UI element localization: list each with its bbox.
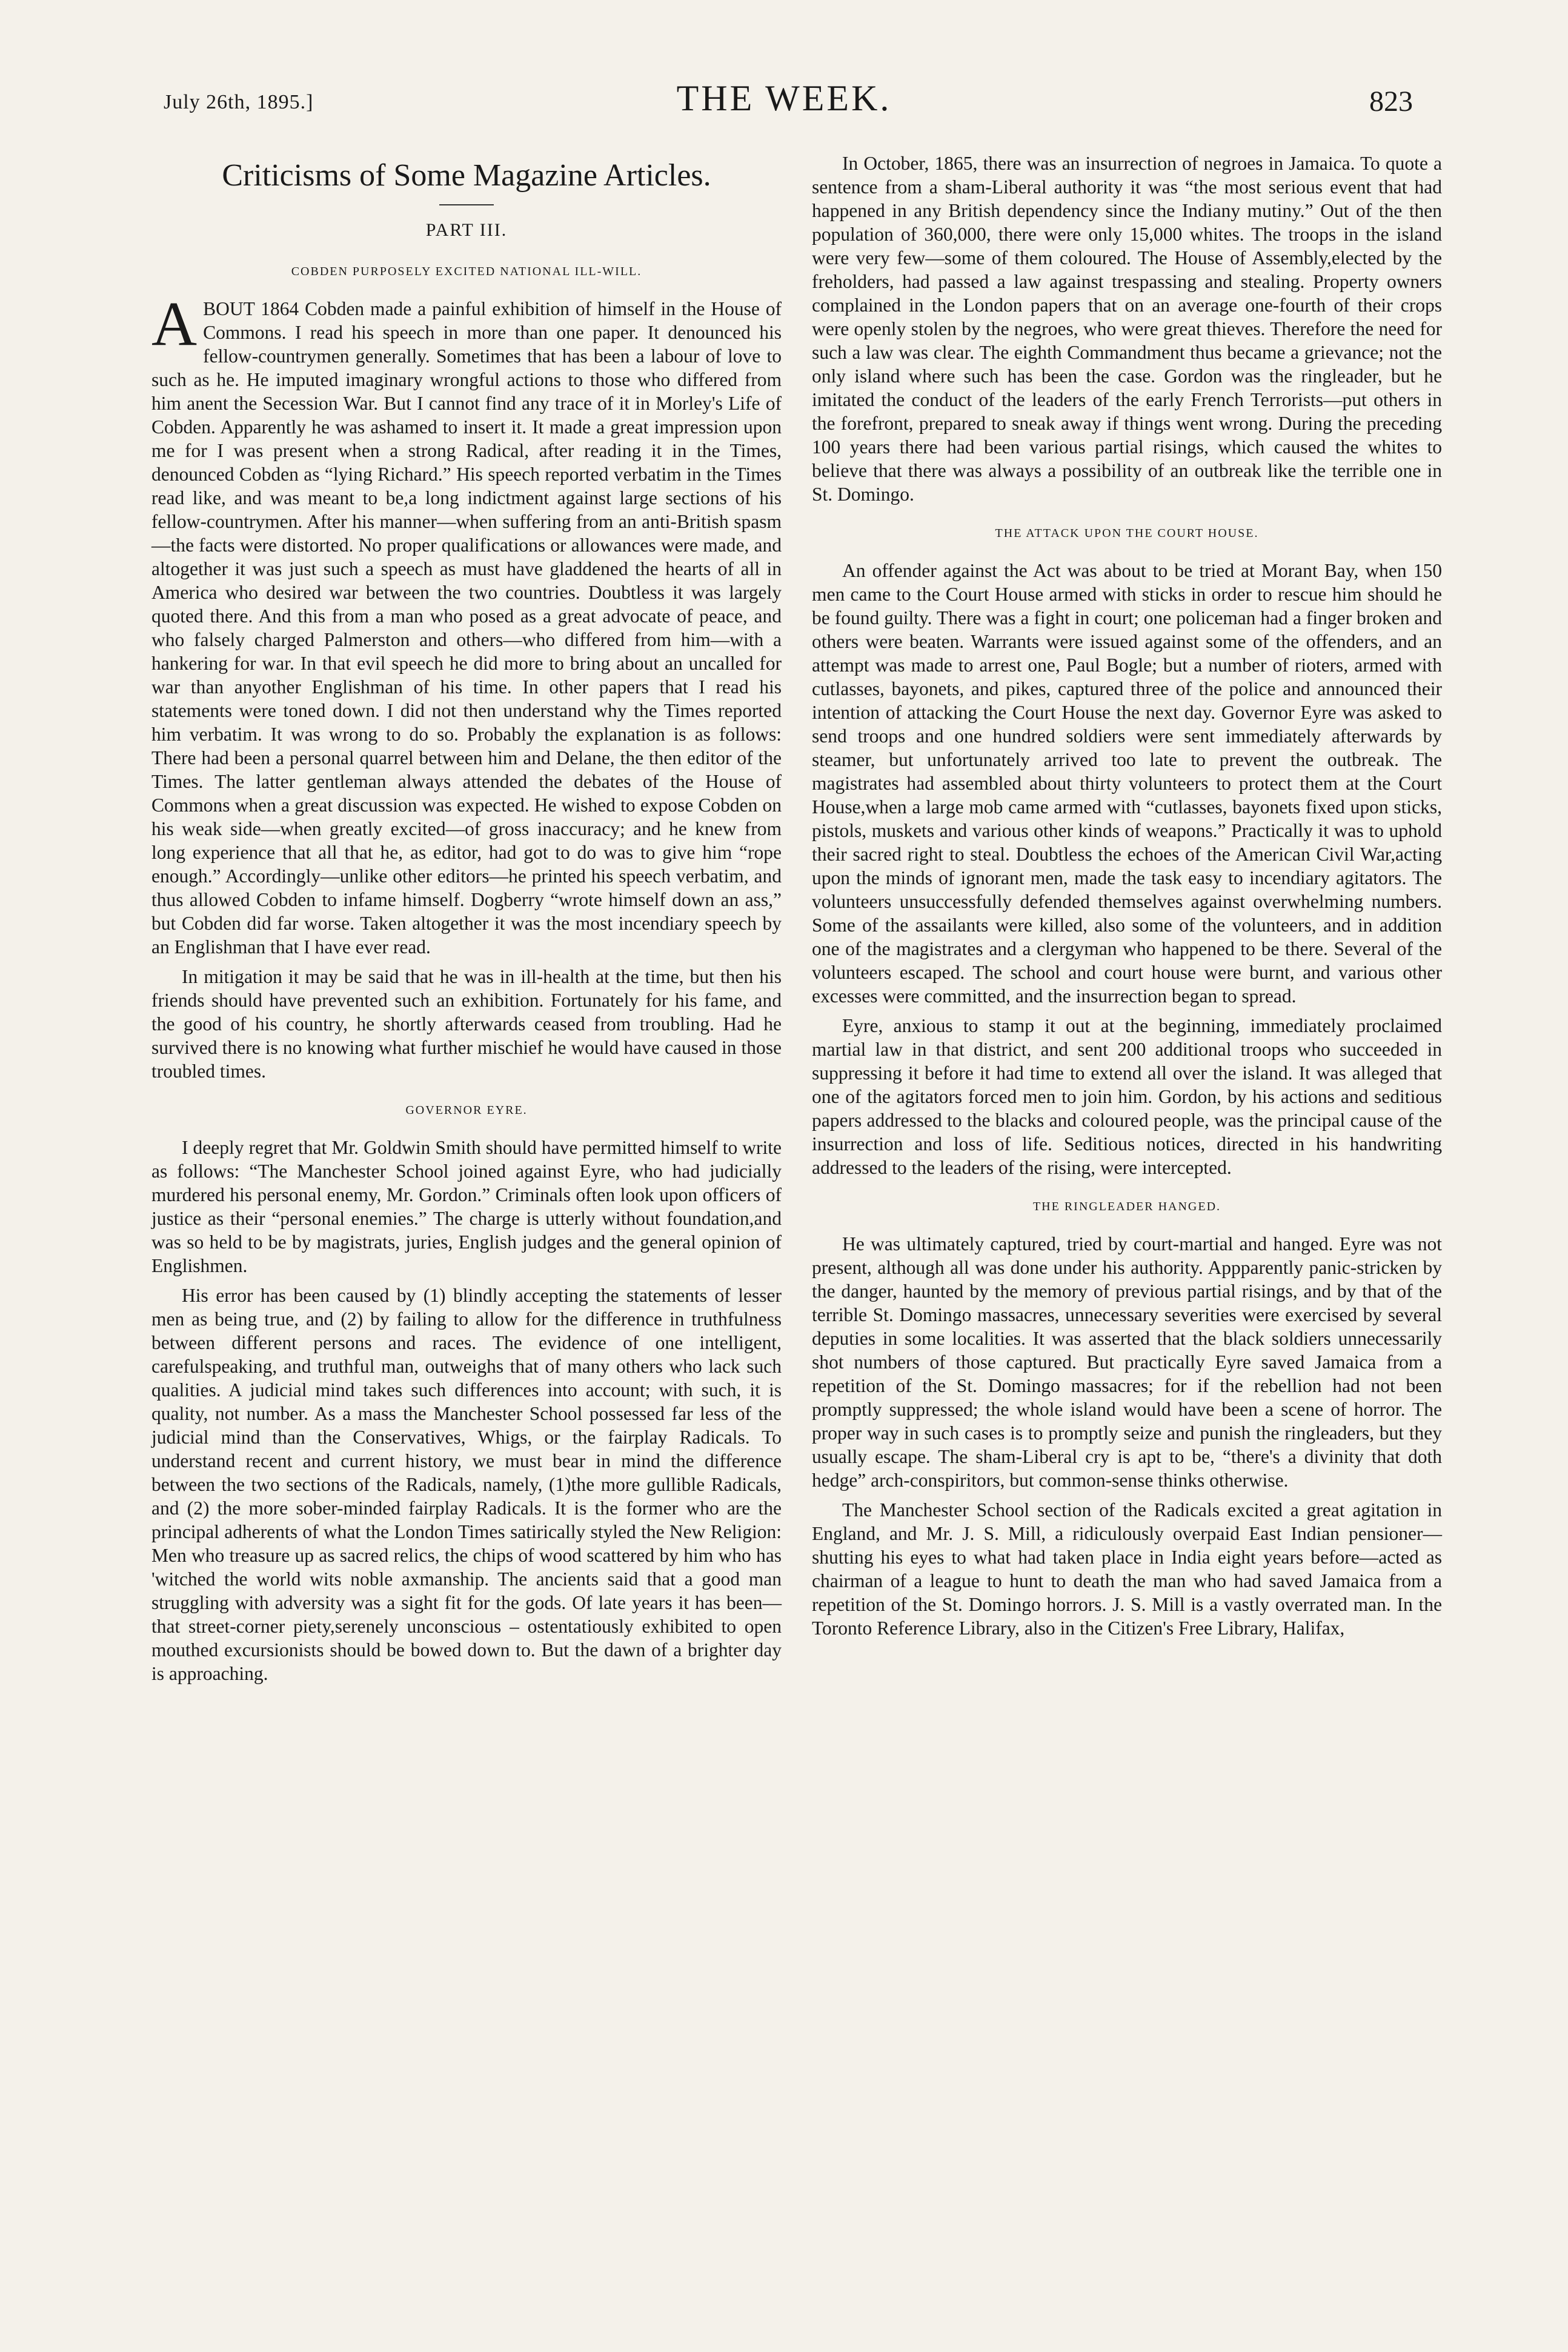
paragraph-eyre-2: His error has been caused by (1) blindly accepting the statements of lesser men as being true, and (2) by failing to allow for the difference in truthfulness between different persons and races. The evidence of one intelligent, carefulspeaking, and truthful man, outweighs that of many others who lack such qualities. A judicial mind takes such differences into account; with such, it is quality, not number. As a mass the Manchester School possessed far less of the judicial mind than the Conservatives, Whigs, or the fairplay Radicals. To understand recent and current history, we must bear in mind the difference between the two sections of the Radicals, namely, (1)the more gullible Radicals, and (2) the more sober-minded fairplay Radicals. It is the former who are the principal adherents of what the London Times satirically styled the New Religion: Men who treasure up as sacred relics, the chips of wood scattered by him who has 'witched the world wits noble axmanship. The ancients said that a good man struggling with adversity was a sight fit for the gods. Of late years it has been—that street-corner piety,serenely unconscious – ostentatiously exhibited to open mouthed excursionists should be bowed down to. But the dawn of a brighter day is approaching.: [151, 1285, 782, 1684]
issue-date: July 26th, 1895.]: [164, 91, 314, 113]
paragraph-court-house-1: An offender against the Act was about to be tried at Morant Bay, when 150 men came to the Court House armed with sticks in order to rescue him should he be found guilty. There was a fight in court; one policeman had a finger broken and others were beaten. Warrants were issued against some of the offenders, and an attempt was made to arrest one, Paul Bogle; but a number of rioters, armed with cutlasses, bayonets, and pikes, captured three of the police and announced their intention of attacking the Court House the next day. Governor Eyre was asked to send troops and one hundred soldiers were sent immediately afterwards by steamer, but unfortunately arrived too late to prevent the outbreak. The magistrates had assembled about thirty volunteers to protect them at the Court House,when a large mob came armed with “cutlasses, bayonets fixed upon sticks, pistols, muskets and various other kinds of weapons.” Practically it was to uphold their sacred right to steal. Doubtless the echoes of the American Civil War,acting upon the minds of ignorant men, made the task easy to incendiary agitators. The volunteers unsuccessfully defended themselves against overwhelming numbers. Some of the assailants were killed, also some of the volunteers, and in addition one of the magistrates and a clergyman who happened to be there. Several of the volunteers escaped. The school and court house were burnt, and various other excesses were committed, and the insurrection began to spread.: [812, 560, 1442, 1007]
masthead-title: THE WEEK.: [676, 78, 892, 118]
paragraph-cobden-1-text: BOUT 1864 Cobden made a painful exhibition of himself in the House of Commons. I read his speech in more than one paper. It denounced his fellow-countrymen generally. Sometimes that has been a labour of love to such as he. He imputed imaginary wrongful actions to those who differed from him anent the Secession War. But I cannot find any trace of it in Morley's Life of Cobden. Apparently he was ashamed to insert it. It made a great impression upon me for I was present when a strong Radical, after reading it in the Times, denounced Cobden as “lying Richard.” His speech reported verbatim in the Times read like, and was meant to be,a long indictment against large sections of his fellow-countrymen. After his manner—when suffering from an anti-British spasm—the facts were distorted. No proper qualifications or allowances were made, and altogether it was just such a speech as must have gladdened the hearts of all in America who desired war between the two countries. Doubtless it was largely quoted there. And this from a man who posed as a great advocate of peace, and who falsely charged Palmerston and others—who differed from him—with a hankering for war. In that evil speech he did more to bring about an uncalled for war than anyother Englishman of his time. In other papers that I read his statements were toned down. I did not then understand why the Times reported him verbatim. It was wrong to do so. Probably the explanation is as follows: There had been a personal quarrel between him and Delane, the then editor of the Times. The latter gentleman always attended the debates of the House of Commons when a great discussion was expected. He wished to expose Cobden on his weak side—when greatly excited—of gross inaccuracy; and he knew from long experience that all that he, as editor, had got to do was to give him “rope enough.” Accordingly—unlike other editors—he printed his speech verbatim, and thus allowed Cobden to infame himself. Dogberry “wrote himself down an ass,” but Cobden did far worse. Taken altogether it was the most incendiary speech by an Englishman that I have ever read.: [151, 298, 782, 958]
paragraph-cobden-1: [151, 289, 782, 959]
paragraph-ringleader-2: The Manchester School section of the Radicals excited a great agitation in England, and Mr. J. S. Mill, a ridiculously overpaid East Indian pensioner—shutting his eyes to what had taken place in India eight years before—acted as chairman of a league to hunt to death the man who had saved Jamaica from a repetition of the St. Domingo horrors. J. S. Mill is a vastly overrated man. In the Toronto Reference Library, also in the Citizen's Free Library, Halifax,: [812, 1499, 1442, 1639]
paragraph-cobden-2: In mitigation it may be said that he was in ill-health at the time, but then his friends should have prevented such an exhibition. Fortunately for his fame, and the good of his country, he shortly afterwards ceased from troubling. Had he survived there is no knowing what further mischief he would have caused in those troubled times.: [151, 966, 782, 1082]
section-heading-governor-eyre: GOVERNOR EYRE.: [405, 1104, 528, 1117]
right-column: [812, 152, 1442, 1646]
paragraph-eyre-1: I deeply regret that Mr. Goldwin Smith should have permitted himself to write as follows: “The Manchester School joined against Eyre, who had judicially murdered his personal enemy, Mr. Gordon.” Criminals often look upon officers of justice as their “personal enemies.” The charge is utterly without foundation,and was so held to be by magistrats, juries, English judges and the general opinion of Englishmen.: [151, 1137, 782, 1276]
left-column: [151, 145, 782, 1691]
article-title: Criticisms of Some Magazine Articles.: [222, 158, 711, 193]
paragraph-jamaica-1: In October, 1865, there was an insurrection of negroes in Jamaica. To quote a sentence from a sham-Liberal authority it was “the most serious event that had happened in any British dependency since the Indiany mutiny.” Out of the then population of 360,000, there were only 15,000 whites. The troops in the island were very few—some of them coloured. The House of Assembly,elected by the freholders, had passed a law against trespassing and stealing. Property owners complained in the London papers that on an average one-fourth of their crops were openly stolen by the negroes, who were great thieves. Therefore the need for such a law was clear. The eighth Commandment thus became a grievance; not the only island where such has been the case. Gordon was the ringleader, but he imitated the conduct of the leaders of the early French Terrorists—put others in the forefront, prepared to sneak away if things went wrong. During the preceding 100 years there had been various partial risings, which caused the whites to believe that there was always a possibility of an outbreak like the terrible one in St. Domingo.: [812, 153, 1442, 505]
page-number: 823: [1369, 85, 1413, 118]
title-rule: [439, 204, 494, 205]
drop-cap: A: [151, 289, 198, 359]
section-heading-ringleader: THE RINGLEADER HANGED.: [1032, 1200, 1221, 1213]
section-heading-cobden: COBDEN PURPOSELY EXCITED NATIONAL ILL-WILL.: [291, 265, 642, 278]
paragraph-court-house-2: Eyre, anxious to stamp it out at the beginning, immediately proclaimed martial law in that district, and sent 200 additional troops who succeeded in suppressing it before it had time to extend all over the island. It was alleged that one of the agitators forced men to join him. Gordon, by his actions and seditious papers addressed to the blacks and coloured people, was the principal cause of the insurrection and loss of life. Seditious notices, directed in his handwriting addressed to the leaders of the rising, were intercepted.: [812, 1015, 1442, 1178]
part-heading: PART III.: [425, 220, 508, 240]
section-heading-court-house: THE ATTACK UPON THE COURT HOUSE.: [995, 527, 1259, 540]
paragraph-ringleader-1: He was ultimately captured, tried by court-martial and hanged. Eyre was not present, although all was done under his authority. Appparently panic-stricken by the danger, haunted by the memory of previous partial risings, and by that of the terrible St. Domingo massacres, unnecessary severities were exercised by several deputies in some localities. It was asserted that the black soldiers unnecessarily shot numbers of those captured. But practically Eyre saved Jamaica from a repetition of the St. Domingo massacres; for if the rebellion had not been promptly suppressed; the whole island would have been a scene of horror. The proper way in such cases is to promptly seize and punish the ringleaders, but they usually escape. The sham-Liberal cry is apt to be, “there's a divinity that doth hedge” arch-conspiritors, but common-sense thinks otherwise.: [812, 1233, 1442, 1491]
